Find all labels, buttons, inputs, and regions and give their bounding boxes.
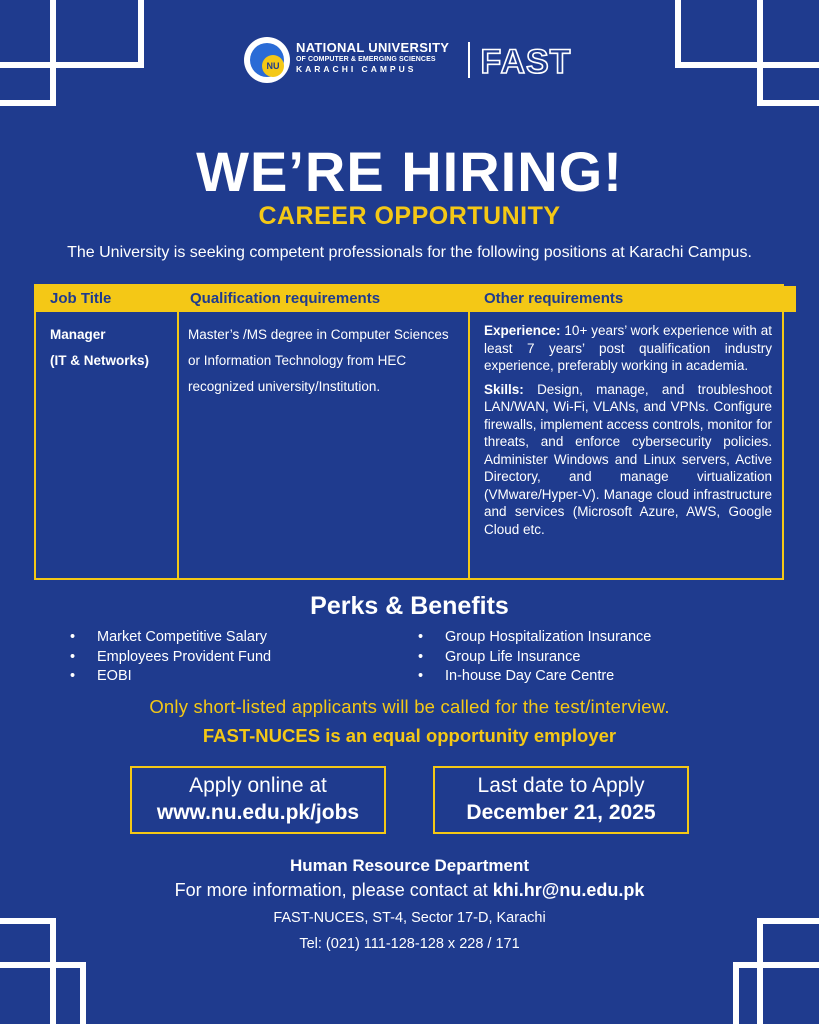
corner-decoration-bottom-left-inner [0,962,86,1024]
column-header-other: Other requirements [470,286,796,312]
corner-decoration-bottom-right-inner [733,962,819,1024]
apply-link[interactable]: www.nu.edu.pk/jobs [156,801,360,824]
campus-name: KARACHI CAMPUS [296,64,417,74]
perks-list-right [418,628,651,687]
skills-requirement: Skills: Design, manage, and troubleshoot LAN/WAN, Wi-Fi, VLANs, and VPNs. Configure firewalls, implement access controls, monitor for threats, and enforce cybersecurity policies. Administer Windows and Linux servers, Active Directory, and manage virtualization (VMware/Hyper-V). Manage cloud infrastructure and services (Microsoft Azure, AWS, Google Cloud etc. [484,381,772,537]
university-seal-icon: NU [244,37,290,83]
university-name-line1: NATIONAL UNIVERSITY [296,40,450,55]
list-item: • Employees Provident Fund [70,648,272,665]
list-item: • EOBI [70,668,132,684]
perks-list-left [70,628,271,687]
corner-decoration-top-right-inner [675,0,819,68]
shortlist-notice: Only short-listed applicants will be called for the test/interview. [149,696,670,717]
apply-online-box [130,766,386,834]
other-requirements-cell [484,322,772,544]
address: FAST-NUCES, ST-4, Sector 17-D, Karachi [273,910,546,926]
equal-opportunity-notice: FAST-NUCES is an equal opportunity employer [202,725,617,746]
email-link[interactable]: khi.hr@nu.edu.pk [492,880,645,900]
university-logo [244,36,584,86]
contact-info: For more information, please contact at khi.hr@nu.edu.pk [174,880,645,900]
column-header-job-title: Job Title [36,286,192,312]
column-divider [177,312,179,578]
qualification-cell: Master’s /MS degree in Computer Sciences or Information Technology from HEC recognized university/Institution. [188,327,449,394]
logo-divider [468,42,470,78]
perks-title: Perks & Benefits [310,592,509,620]
list-item: • In-house Day Care Centre [418,668,615,684]
list-item: • Market Competitive Salary [70,629,268,645]
university-name [296,41,466,75]
column-divider [468,312,470,578]
svg-text:FAST: FAST [480,43,572,81]
corner-decoration-top-left-inner [0,0,144,68]
department-name: Human Resource Department [289,856,529,875]
deadline-label: Last date to Apply [477,774,645,797]
list-item: • Group Hospitalization Insurance [418,629,652,645]
apply-label: Apply online at [189,774,327,797]
telephone: Tel: (021) 111-128-128 x 228 / 171 [299,936,520,952]
page-title: WE’RE HIRING! [196,140,623,203]
job-title-cell: Manager (IT & Networks) [50,327,150,368]
list-item: • Group Life Insurance [418,648,581,665]
university-name-line2: OF COMPUTER & EMERGING SCIENCES [296,56,436,63]
subtitle: CAREER OPPORTUNITY [258,202,561,230]
column-header-qualification: Qualification requirements [178,286,482,312]
deadline-date: December 21, 2025 [466,801,656,824]
experience-requirement: Experience: 10+ years’ work experience with at least 7 years’ post qualification industry experience, preferably working in academia. [484,323,772,373]
intro-text: The University is seeking competent professionals for the following positions at Karachi Campus. [67,244,752,261]
positions-table [34,284,784,580]
deadline-box [433,766,689,834]
fast-logo-icon [476,40,576,82]
